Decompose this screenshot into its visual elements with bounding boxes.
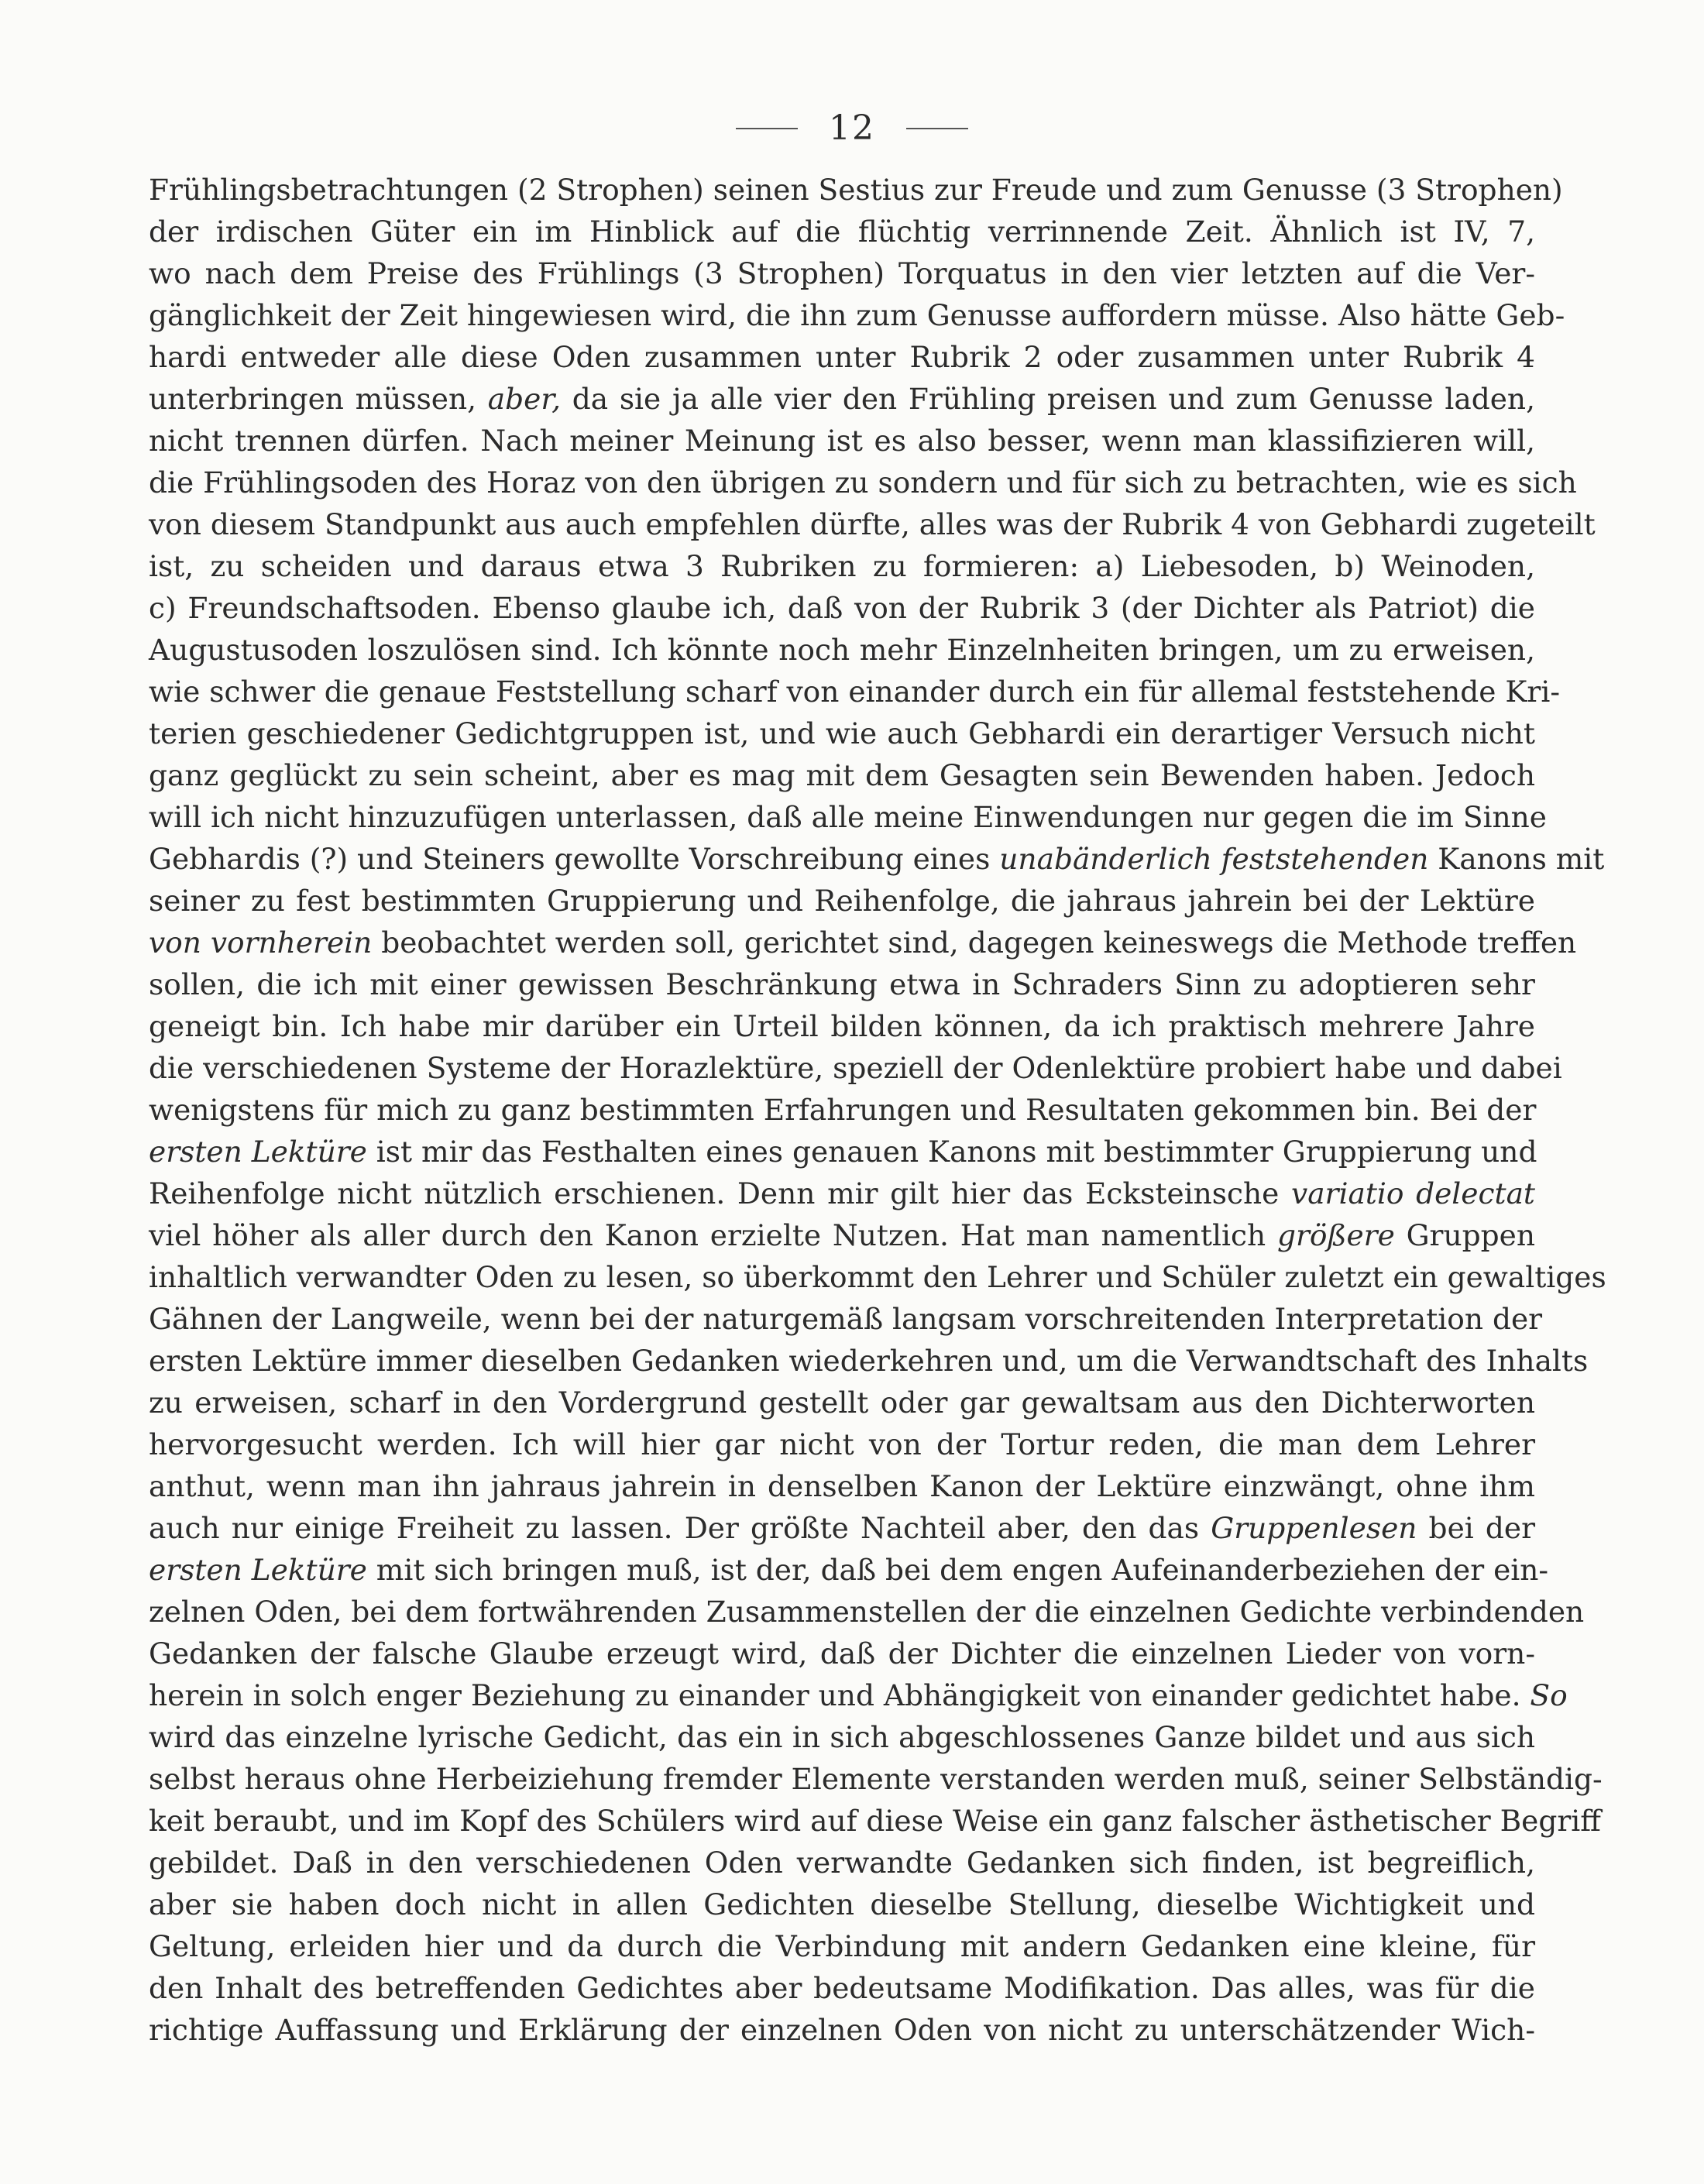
text-line xyxy=(149,1005,1535,1047)
text-segment: bei der xyxy=(1417,1511,1535,1545)
text-segment: von diesem Standpunkt aus auch empfehlen dürfte, alles was der Rubrik 4 von Gebhardi zugeteilt xyxy=(149,507,1596,541)
text-segment: Augustusoden loszulösen sind. Ich könnte noch mehr Einzelnheiten bringen, um zu erweisen, xyxy=(149,633,1535,667)
text-segment: Kanons mit xyxy=(1428,842,1605,876)
text-line xyxy=(149,1340,1589,1382)
text-segment: wo nach dem Preise des Frühlings (3 Strophen) Torquatus in den vier letzten auf die Ver- xyxy=(149,256,1535,290)
text-line xyxy=(149,1800,1601,1842)
text-segment: terien geschiedener Gedichtgruppen ist, und wie auch Gebhardi ein derartiger Versuch nicht xyxy=(149,716,1535,750)
text-line xyxy=(149,1633,1535,1674)
text-line xyxy=(149,1674,1568,1716)
text-segment: Gruppen xyxy=(1394,1218,1535,1252)
text-segment: c) Freundschaftsoden. Ebenso glaube ich, daß von der Rubrik 3 (der Dichter als Patriot) die xyxy=(149,591,1535,625)
page-header xyxy=(0,108,1704,148)
text-line xyxy=(149,1967,1535,2009)
text-segment: will ich nicht hinzuzufügen unterlassen, daß alle meine Einwendungen nur gegen die im Sinne xyxy=(149,800,1547,834)
text-line xyxy=(149,1047,1562,1089)
text-segment: geneigt bin. Ich habe mir darüber ein Urteil bilden können, da ich praktisch mehrere Jahre xyxy=(149,1009,1535,1043)
text-line xyxy=(149,211,1535,252)
text-line xyxy=(149,963,1535,1005)
text-line xyxy=(149,378,1535,420)
text-line xyxy=(149,1884,1535,1925)
text-segment: Gähnen der Langweile, wenn bei der naturgemäß langsam vorschreitenden Interpretation der xyxy=(149,1302,1543,1336)
text-segment: hervorgesucht werden. Ich will hier gar nicht von der Tortur reden, die man dem Lehrer xyxy=(149,1427,1535,1461)
text-segment: wie schwer die genaue Feststellung scharf von einander durch ein für allemal feststehende Kri- xyxy=(149,675,1560,709)
text-line xyxy=(149,336,1535,378)
text-line xyxy=(149,629,1535,671)
text-line xyxy=(149,545,1535,587)
text-line xyxy=(149,1089,1535,1131)
text-segment: der irdischen Güter ein im Hinblick auf die flüchtig verrinnende Zeit. Ähnlich ist IV, 7, xyxy=(149,215,1535,249)
header-rule-right xyxy=(906,128,968,129)
header-rule-left xyxy=(736,128,798,129)
text-segment: mit sich bringen muß, ist der, daß bei dem engen Aufeinanderbeziehen der ein- xyxy=(366,1553,1549,1587)
text-segment: auch nur einige Freiheit zu lassen. Der größte Nachteil aber, den das xyxy=(149,1511,1211,1545)
text-segment: herein in solch enger Beziehung zu einander und Abhängigkeit von einander gedichtet habe. xyxy=(149,1678,1531,1712)
text-segment: zu erweisen, scharf in den Vordergrund gestellt oder gar gewaltsam aus den Dichterworten xyxy=(149,1386,1535,1420)
text-line xyxy=(149,2009,1535,2051)
italic-text: ersten Lektüre xyxy=(149,1553,367,1587)
text-line xyxy=(149,671,1560,713)
text-segment: Gebhardis (?) und Steiners gewollte Vorschreibung eines xyxy=(149,842,1000,876)
text-segment: sollen, die ich mit einer gewissen Beschränkung etwa in Schraders Sinn zu adoptieren sehr xyxy=(149,967,1535,1001)
text-line xyxy=(149,1507,1535,1549)
text-line xyxy=(149,880,1535,922)
text-segment: beobachtet werden soll, gerichtet sind, dagegen keineswegs die Methode treffen xyxy=(372,925,1577,960)
text-segment: Reihenfolge nicht nützlich erschienen. Denn mir gilt hier das Ecksteinsche xyxy=(149,1176,1292,1210)
text-segment: ist, zu scheiden und daraus etwa 3 Rubriken zu formieren: a) Liebesoden, b) Weinoden, xyxy=(149,549,1535,583)
italic-text: unabänderlich feststehenden xyxy=(999,842,1429,876)
text-line xyxy=(149,1298,1543,1340)
text-line xyxy=(149,1716,1535,1758)
text-line xyxy=(149,1842,1535,1884)
italic-text: So xyxy=(1530,1678,1568,1712)
text-segment: Gedanken der falsche Glaube erzeugt wird, daß der Dichter die einzelnen Lieder von vorn- xyxy=(149,1636,1535,1671)
text-line xyxy=(149,1758,1603,1800)
italic-text: variatio delectat xyxy=(1291,1176,1535,1210)
text-segment: viel höher als aller durch den Kanon erzielte Nutzen. Hat man namentlich xyxy=(149,1218,1277,1252)
text-segment: ersten Lektüre immer dieselben Gedanken wiederkehren und, um die Verwandtschaft des Inhalts xyxy=(149,1344,1589,1378)
text-segment: inhaltlich verwandter Oden zu lesen, so überkommt den Lehrer und Schüler zuletzt ein gewaltiges xyxy=(149,1260,1606,1294)
text-line xyxy=(149,922,1577,963)
italic-text: von vornherein xyxy=(149,925,373,960)
text-line xyxy=(149,1256,1606,1298)
text-segment: anthut, wenn man ihn jahraus jahrein in denselben Kanon der Lektüre einzwängt, ohne ihm xyxy=(149,1469,1535,1503)
text-segment: aber sie haben doch nicht in allen Gedichten dieselbe Stellung, dieselbe Wichtigkeit und xyxy=(149,1887,1535,1921)
body-text xyxy=(149,169,1606,2051)
text-segment: den Inhalt des betreffenden Gedichtes aber bedeutsame Modifikation. Das alles, was für die xyxy=(149,1971,1535,2005)
text-line xyxy=(149,294,1565,336)
text-segment: seiner zu fest bestimmten Gruppierung und Reihenfolge, die jahraus jahrein bei der Lektüre xyxy=(149,884,1535,918)
italic-text: größere xyxy=(1276,1218,1395,1252)
text-segment: die Frühlingsoden des Horaz von den übrigen zu sondern und für sich zu betrachten, wie es sich xyxy=(149,465,1577,500)
text-line xyxy=(149,169,1563,211)
italic-text: ersten Lektüre xyxy=(149,1135,367,1169)
text-segment: zelnen Oden, bei dem fortwährenden Zusammenstellen der die einzelnen Gedichte verbindenden xyxy=(149,1595,1585,1629)
text-segment: hardi entweder alle diese Oden zusammen unter Rubrik 2 oder zusammen unter Rubrik 4 xyxy=(149,340,1535,374)
text-segment: ganz geglückt zu sein scheint, aber es mag mit dem Gesagten sein Bewenden haben. Jedoch xyxy=(149,758,1535,792)
text-line xyxy=(149,503,1596,545)
text-line xyxy=(149,1382,1535,1423)
text-segment: richtige Auffassung und Erklärung der einzelnen Oden von nicht zu unterschätzender Wich- xyxy=(149,2013,1535,2047)
text-segment: gänglichkeit der Zeit hingewiesen wird, die ihn zum Genusse auffordern müsse. Also hätte Geb- xyxy=(149,298,1565,332)
text-line xyxy=(149,754,1535,796)
text-segment: da sie ja alle vier den Frühling preisen und zum Genusse laden, xyxy=(561,382,1535,416)
text-segment: nicht trennen dürfen. Nach meiner Meinung ist es also besser, wenn man klassifizieren will, xyxy=(149,424,1535,458)
text-segment: Frühlingsbetrachtungen (2 Strophen) seinen Sestius zur Freude und zum Genusse (3 Strophen) xyxy=(149,173,1563,207)
text-segment: selbst heraus ohne Herbeiziehung fremder Elemente verstanden werden muß, seiner Selbständig- xyxy=(149,1762,1603,1796)
text-line xyxy=(149,420,1535,462)
text-segment: die verschiedenen Systeme der Horazlektüre, speziell der Odenlektüre probiert habe und dabei xyxy=(149,1051,1562,1085)
text-segment: unterbringen müssen, xyxy=(149,382,488,416)
text-segment: wenigstens für mich zu ganz bestimmten Erfahrungen und Resultaten gekommen bin. Bei der xyxy=(149,1093,1537,1127)
text-line xyxy=(149,1591,1585,1633)
text-segment: wird das einzelne lyrische Gedicht, das ein in sich abgeschlossenes Ganze bildet und aus sich xyxy=(149,1720,1535,1754)
text-line xyxy=(149,1214,1535,1256)
text-line xyxy=(149,1131,1535,1173)
italic-text: aber, xyxy=(487,382,562,416)
text-segment: ist mir das Festhalten eines genauen Kanons mit bestimmter Gruppierung und xyxy=(366,1135,1537,1169)
italic-text: Gruppenlesen xyxy=(1211,1511,1417,1545)
text-segment: gebildet. Daß in den verschiedenen Oden verwandte Gedanken sich finden, ist begreiflich, xyxy=(149,1846,1535,1880)
text-line xyxy=(149,1549,1549,1591)
text-line xyxy=(149,1925,1535,1967)
text-line xyxy=(149,1465,1535,1507)
text-line xyxy=(149,796,1547,838)
text-line xyxy=(149,462,1577,503)
text-line xyxy=(149,713,1535,754)
text-line xyxy=(149,252,1535,294)
text-segment: keit beraubt, und im Kopf des Schülers wird auf diese Weise ein ganz falscher ästhetischer Begriff xyxy=(149,1804,1601,1838)
text-line xyxy=(149,1173,1535,1214)
text-line xyxy=(149,587,1535,629)
text-line xyxy=(149,838,1605,880)
text-segment: Geltung, erleiden hier und da durch die Verbindung mit andern Gedanken eine kleine, für xyxy=(149,1929,1535,1963)
text-line xyxy=(149,1423,1535,1465)
page-number: 12 xyxy=(829,108,875,148)
